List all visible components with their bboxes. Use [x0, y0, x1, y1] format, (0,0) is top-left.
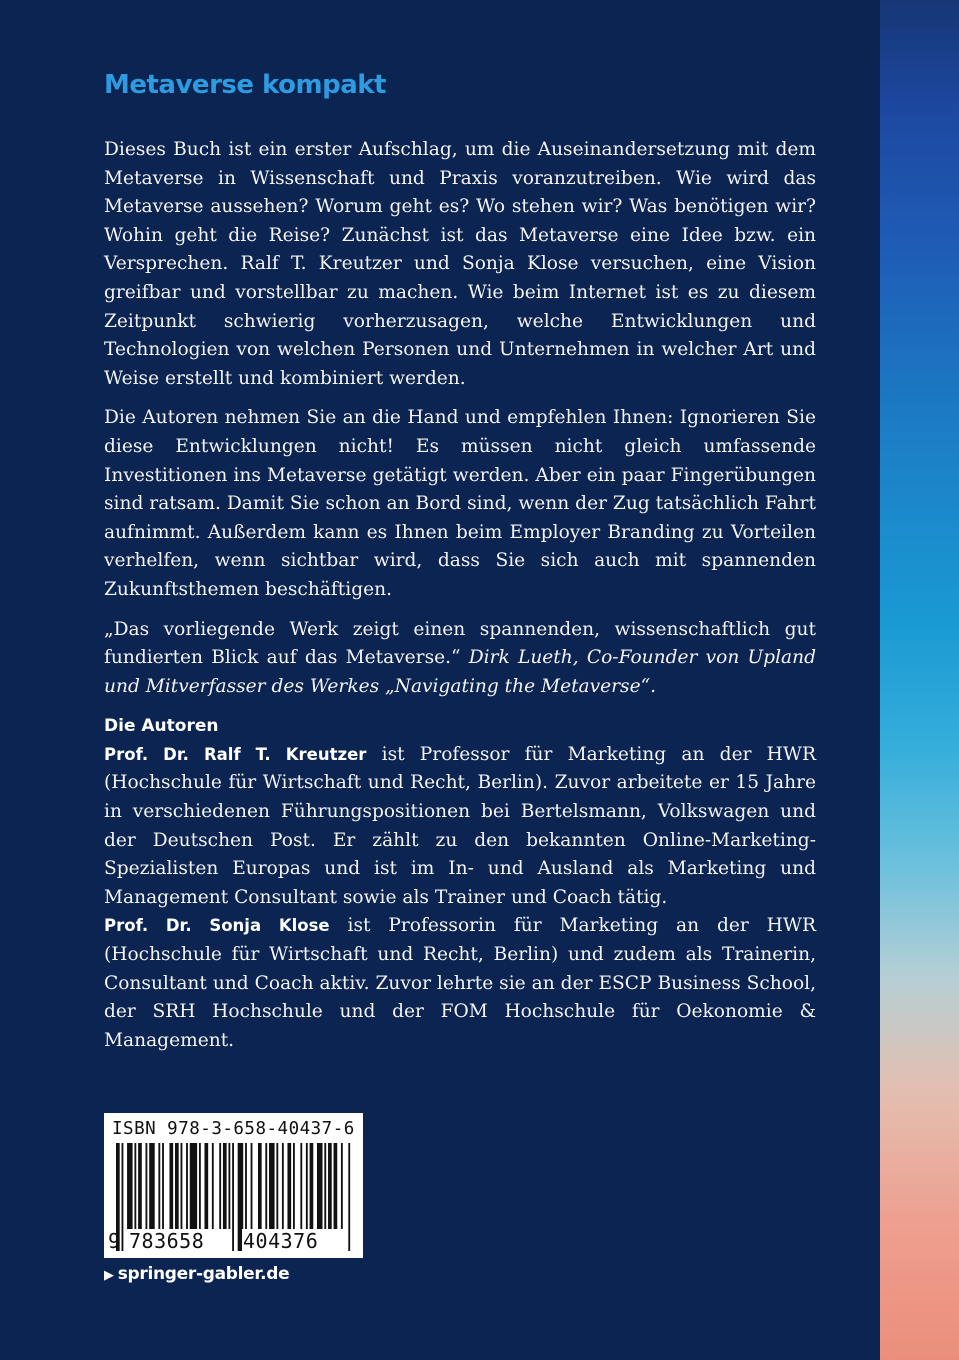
barcode-bar	[127, 1143, 133, 1229]
barcode-bar	[134, 1143, 136, 1229]
author-text-2: ist Professorin für Marketing an der HWR (Hochschule für Wirtschaft und Recht, Berlin) und zudem als Trainerin, Consultant und Coach aktiv. Zuvor lehrte sie an der ESCP Business School, der SRH Hochschule und der FOM Hochschule für Oekonomie & Management.	[104, 915, 816, 1051]
barcode-bar	[265, 1143, 267, 1229]
blurb-paragraph-1: Dieses Buch ist ein erster Aufschlag, um die Auseinandersetzung mit dem Metaverse in Wissenschaft und Praxis voranzutreiben. Wie wird das Metaverse aussehen? Worum geht es? Wo stehen wir? Was benötigen wir? Wohin geht die Reise? Zunächst ist das Metaverse eine Idee bzw. ein Versprechen. Ralf T. Kreutzer und Sonja Klose versuchen, eine Vision greifbar und vorstellbar zu machen. Wie beim Internet ist es zu diesem Zeitpunkt schwierig vorherzusagen, welche Entwicklungen und Technologien von welchen Personen und Unternehmen in welcher Art und Weise erstellt und kombiniert werden.	[104, 139, 816, 389]
barcode-bar	[258, 1143, 262, 1229]
ean-left-digits: 783658	[129, 1229, 205, 1253]
barcode-bar	[181, 1143, 183, 1229]
barcode-bar	[158, 1143, 160, 1229]
author-name-1: Prof. Dr. Ralf T. Kreutzer	[104, 744, 367, 764]
barcode-bar	[175, 1143, 179, 1229]
barcode-bar	[146, 1143, 148, 1229]
color-gradient-strip	[880, 0, 959, 1360]
blurb	[104, 136, 816, 1066]
barcode-bar	[199, 1143, 201, 1229]
barcode-bar	[149, 1143, 155, 1229]
barcode-bar	[300, 1143, 302, 1229]
quote-text: „Das vorliegende Werk zeigt einen spannenden, wissenschaftlich gut fundierten Blick auf das Metaverse.“	[104, 618, 816, 669]
barcode-bar	[348, 1143, 350, 1251]
barcode-bar	[228, 1143, 230, 1229]
author-bio-1	[104, 741, 816, 913]
barcode-bar	[122, 1143, 124, 1251]
website-text: springer-gabler.de	[117, 1264, 290, 1284]
barcode-bar	[269, 1143, 275, 1229]
barcode-bar	[223, 1143, 227, 1229]
author-name-2: Prof. Dr. Sonja Klose	[104, 916, 330, 936]
barcode-bar	[334, 1143, 338, 1229]
barcode-bar	[310, 1143, 314, 1229]
book-title: Metaverse kompakt	[104, 70, 386, 100]
barcode-bar	[219, 1143, 221, 1229]
author-text-1: ist Professor für Marketing an der HWR (Hochschule für Wirtschaft und Recht, Berlin). Zuvor arbeitete er 15 Jahre in verschiedenen Führungspositionen bei Bertelsmann, Volkswagen und der Deutschen Post. Er zählt zu den bekannten Online-Marketing-Spezialisten Europas und ist im In- und Ausland als Marketing und Management Consultant sowie als Trainer und Coach tätig.	[104, 743, 816, 908]
barcode-bar	[276, 1143, 278, 1229]
barcode-bar	[341, 1143, 343, 1229]
barcode-bar	[287, 1143, 291, 1229]
barcode-bar	[251, 1143, 253, 1229]
barcode-bar	[306, 1143, 308, 1229]
quote	[104, 616, 816, 702]
barcode-bar	[317, 1143, 323, 1229]
authors-heading: Die Autoren	[104, 716, 219, 737]
quote-attribution: Dirk Lueth, Co-Founder von Upland und Mitverfasser des Werkes „Navigating the Metaverse“.	[104, 647, 816, 697]
barcode-bar	[212, 1143, 214, 1229]
ean-first-digit: 9	[108, 1229, 121, 1253]
barcode-bar	[282, 1143, 284, 1229]
barcode-bar	[138, 1143, 142, 1229]
barcode-bar	[245, 1143, 247, 1229]
publisher-website	[104, 1264, 289, 1284]
barcode-bar	[293, 1143, 295, 1229]
barcode-bar	[186, 1143, 188, 1229]
arrow-icon: ▶	[104, 1268, 114, 1283]
author-bio-2	[104, 912, 816, 1055]
barcode-bar	[205, 1143, 209, 1229]
barcode-bar	[190, 1143, 197, 1229]
blurb-paragraph-2: Die Autoren nehmen Sie an die Hand und empfehlen Ihnen: Ignorieren Sie diese Entwicklungen nicht! Es müssen nicht gleich umfassende Investitionen ins Metaverse getätigt werden. Aber ein paar Fingerübungen sind ratsam. Damit Sie schon an Bord sind, wenn der Zug tatsächlich Fahrt aufnimmt. Außerdem kann es Ihnen beim Employer Branding zu Vorteilen verhelfen, wenn sichtbar wird, dass Sie sich auch mit spannenden Zukunftsthemen beschäftigen.	[104, 407, 816, 600]
ean-right-digits: 404376	[243, 1229, 319, 1253]
barcode-bar	[169, 1143, 173, 1229]
barcode-bar	[162, 1143, 164, 1229]
isbn-label: ISBN 978-3-658-40437-6	[112, 1119, 355, 1139]
barcode-bar	[324, 1143, 326, 1229]
isbn-barcode	[104, 1113, 363, 1258]
barcode-bar	[328, 1143, 332, 1229]
barcode-bar	[232, 1143, 234, 1251]
